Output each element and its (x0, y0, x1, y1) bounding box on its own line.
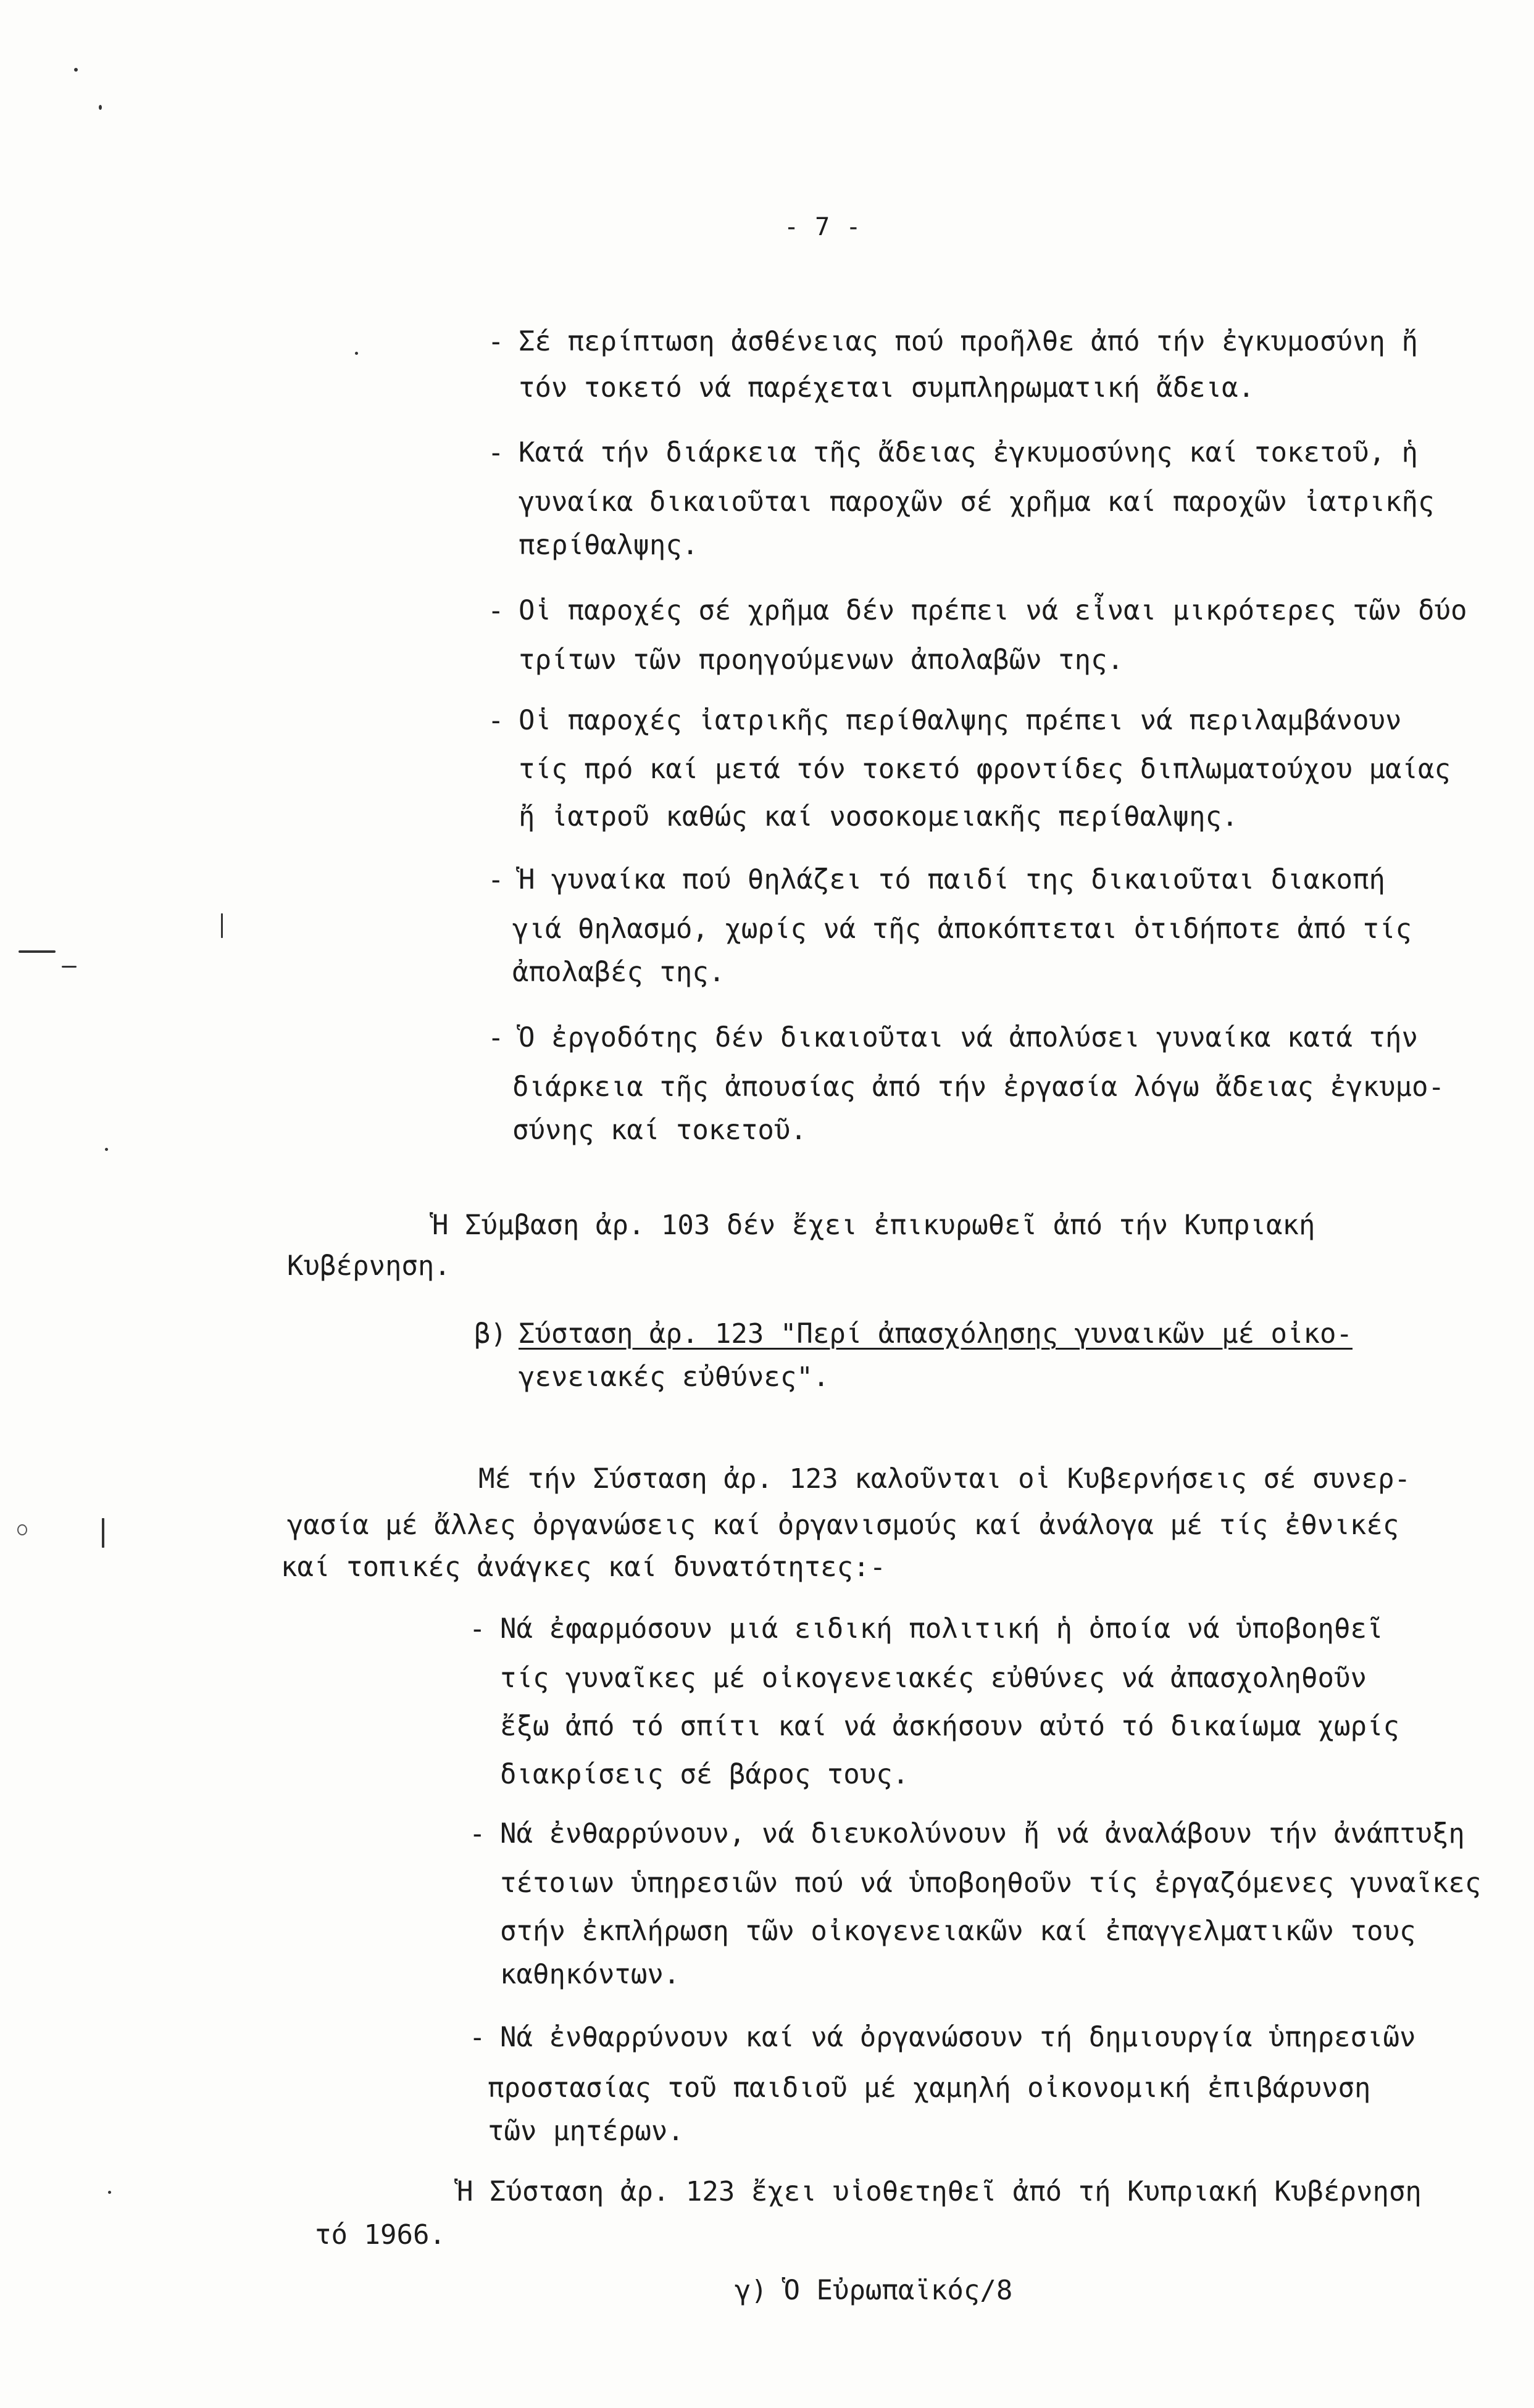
scan-speck (105, 1148, 108, 1151)
list-item-line: Σέ περίπτωση ἀσθένειας πού προῆλθε ἀπό τήν ἐγκυμοσύνη ἤ (519, 326, 1418, 357)
list-item-line: προστασίας τοῦ παιδιοῦ μέ χαμηλή οἰκονομική ἐπιβάρυνση (488, 2072, 1371, 2104)
list-item-line: Νά ἐνθαρρύνουν, νά διευκολύνουν ἤ νά ἀναλάβουν τήν ἀνάπτυξη (500, 1818, 1465, 1850)
list-item-line: Ἡ γυναίκα πού θηλάζει τό παιδί της δικαιοῦται διακοπή (519, 864, 1385, 895)
list-dash: - (488, 326, 504, 357)
list-item-line: τέτοιων ὑπηρεσιῶν πού νά ὑποβοηθοῦν τίς ἐργαζόμενες γυναῖκες (500, 1867, 1482, 1899)
list-dash: - (488, 864, 504, 895)
scan-speck (19, 950, 56, 953)
scan-speck (74, 68, 78, 72)
list-item-line: Οἱ παροχές ἰατρικῆς περίθαλψης πρέπει νά περιλαμβάνουν (519, 705, 1402, 736)
list-item-line: τόν τοκετό νά παρέχεται συμπληρωματική ἄδεια. (519, 372, 1255, 404)
list-item-line: γιά θηλασμό, χωρίς νά τῆς ἀποκόπτεται ὁτιδήποτε ἀπό τίς (512, 913, 1412, 945)
list-item-line: τίς πρό καί μετά τόν τοκετό φροντίδες διπλωματούχου μαίας (519, 754, 1451, 785)
list-dash: - (488, 705, 504, 736)
list-dash: - (469, 1613, 486, 1645)
list-dash: - (488, 1022, 504, 1053)
scan-speck (17, 1524, 27, 1535)
list-item-line: γυναίκα δικαιοῦται παροχῶν σέ χρῆμα καί παροχῶν ἰατρικῆς (519, 486, 1435, 518)
list-item-line: ἔξω ἀπό τό σπίτι καί νά ἀσκήσουν αὐτό τό δικαίωμα χωρίς (500, 1711, 1399, 1742)
list-item-line: περίθαλψης. (519, 529, 699, 561)
paragraph-line: τό 1966. (315, 2219, 446, 2251)
paragraph-line: καί τοπικές ἀνάγκες καί δυνατότητες:- (281, 1551, 886, 1583)
paragraph-line: Ἡ Σύμβαση ἀρ. 103 δέν ἔχει ἐπικυρωθεῖ ἀπό τήν Κυπριακή (432, 1210, 1315, 1241)
list-item-line: Κατά τήν διάρκεια τῆς ἄδειας ἐγκυμοσύνης καί τοκετοῦ, ἡ (519, 437, 1418, 468)
list-item-line: Ὁ ἐργοδότης δέν δικαιοῦται νά ἀπολύσει γυναίκα κατά τήν (519, 1022, 1418, 1053)
paragraph-line: Ἡ Σύσταση ἀρ. 123 ἔχει υἱοθετηθεῖ ἀπό τή Κυπριακή Κυβέρνηση (457, 2176, 1422, 2207)
list-item-line: Νά ἐνθαρρύνουν καί νά ὀργανώσουν τή δημιουργία ὑπηρεσιῶν (500, 2022, 1416, 2053)
list-item-line: στήν ἐκπλήρωση τῶν οἰκογενειακῶν καί ἐπαγγελματικῶν τους (500, 1916, 1416, 1947)
scan-speck (62, 966, 77, 968)
list-item-line: διακρίσεις σέ βάρος τους. (500, 1759, 909, 1790)
scan-speck (102, 1518, 104, 1548)
list-item-line: Οἱ παροχές σέ χρῆμα δέν πρέπει νά εἶναι μικρότερες τῶν δύο (519, 595, 1467, 626)
list-item-line: ἀπολαβές της. (512, 957, 725, 988)
page-number: - 7 - (784, 213, 862, 241)
section-label: β) (474, 1318, 507, 1350)
footer-catchword: γ) Ὁ Εὐρωπαϊκός/8 (735, 2275, 1013, 2306)
scan-speck (221, 913, 223, 938)
list-item-line: Νά ἐφαρμόσουν μιά ειδική πολιτική ἡ ὁποία νά ὑποβοηθεῖ (500, 1613, 1383, 1645)
list-item-line: καθηκόντων. (500, 1959, 680, 1990)
list-dash: - (469, 2022, 486, 2053)
section-title: Σύσταση ἀρ. 123 "Περί ἀπασχόλησης γυναικῶν μέ οἰκο- (519, 1318, 1353, 1350)
paragraph-line: γασία μέ ἄλλες ὀργανώσεις καί ὀργανισμούς καί ἀνάλογα μέ τίς ἐθνικές (287, 1509, 1399, 1541)
list-dash: - (488, 595, 504, 626)
scan-speck (108, 2191, 111, 2194)
list-dash: - (469, 1818, 486, 1850)
list-item-line: διάρκεια τῆς ἀπουσίας ἀπό τήν ἐργασία λόγω ἄδειας ἐγκυμο- (512, 1071, 1444, 1103)
section-title-continued: γενειακές εὐθύνες". (519, 1361, 830, 1393)
list-item-line: ἤ ἰατροῦ καθώς καί νοσοκομειακῆς περίθαλψης. (519, 801, 1238, 832)
list-item-line: σύνης καί τοκετοῦ. (512, 1115, 807, 1146)
list-dash: - (488, 437, 504, 468)
list-item-line: τῶν μητέρων. (488, 2115, 684, 2147)
paragraph-line: Κυβέρνηση. (287, 1250, 451, 1282)
list-item-line: τρίτων τῶν προηγούμενων ἀπολαβῶν της. (519, 644, 1124, 676)
list-item-line: τίς γυναῖκες μέ οἰκογενειακές εὐθύνες νά ἀπασχοληθοῦν (500, 1663, 1367, 1694)
paragraph-line: Μέ τήν Σύσταση ἀρ. 123 καλοῦνται οἱ Κυβερνήσεις σέ συνερ- (478, 1463, 1411, 1495)
scan-speck (355, 352, 358, 355)
scan-speck (99, 105, 102, 110)
